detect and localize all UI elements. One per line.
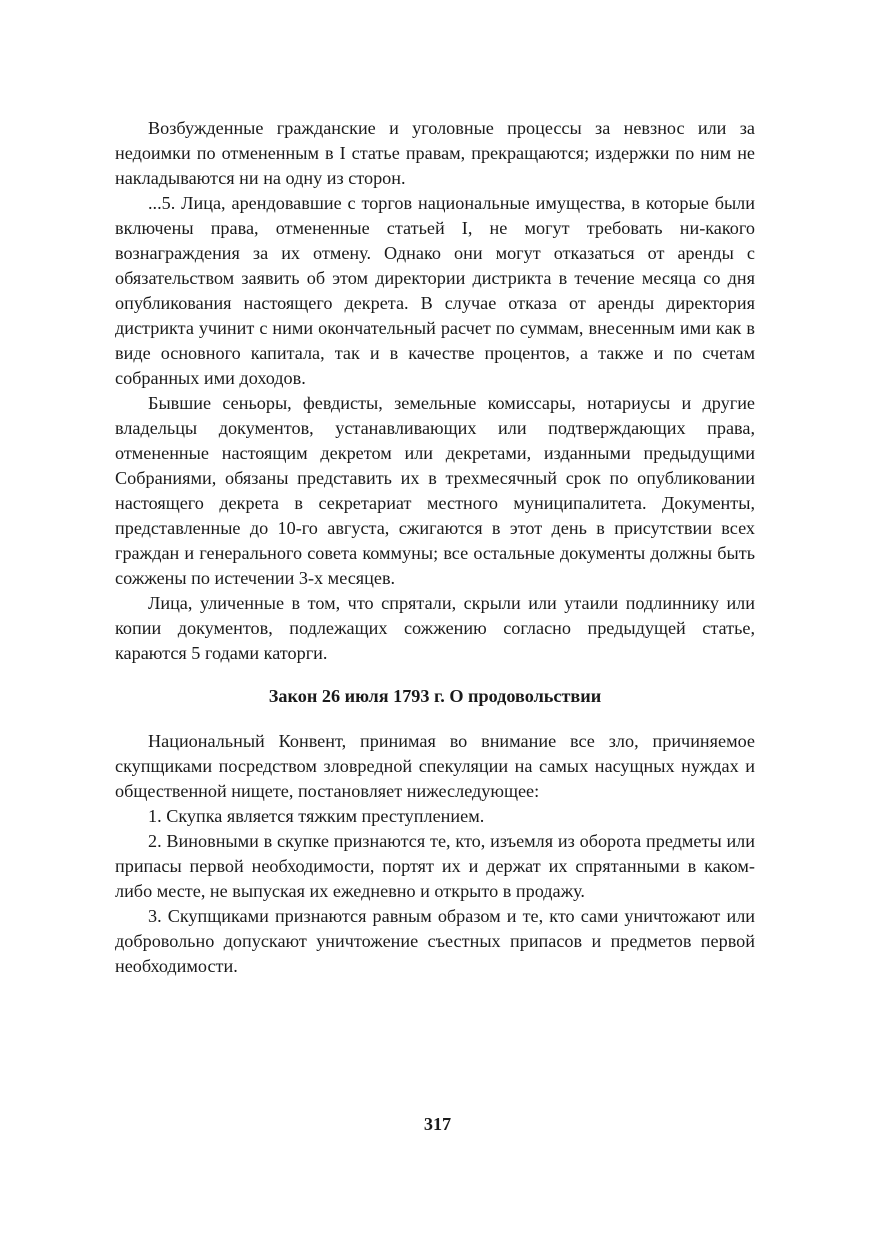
paragraph-article-3: 3. Скупщиками признаются равным образом и те, кто сами уничтожают или добровольно допускают уничтожение съестных припасов и предметов первой необходимости.	[115, 906, 755, 976]
paragraph-penalty: Лица, уличенные в том, что спрятали, скрыли или утаили подлиннику или копии документов, подлежащих сожжению согласно предыдущей статье, караются 5 годами каторги.	[115, 593, 755, 663]
section-title: Закон 26 июля 1793 г. О продовольствии	[268, 686, 602, 706]
paragraph-convention-preamble: Национальный Конвент, принимая во внимание все зло, причиняемое скупщиками посредством зловредной спекуляции на самых насущных нуждах и общественной нищете, постановляет нижеследующее:	[115, 731, 755, 801]
page-number: 317	[423, 1114, 452, 1134]
paragraph-processes: Возбужденные гражданские и уголовные процессы за невзнос или за недоимки по отмененным в I статье правам, прекращаются; издержки по ним не накладываются ни на одну из сторон.	[115, 118, 755, 188]
paragraph-article-2: 2. Виновными в скупке признаются те, кто, изъемля из оборота предметы или припасы первой необходимости, портят их и держат их спрятанными в каком-либо месте, не выпуская их ежедневно и открыто в продажу.	[115, 831, 755, 901]
paragraph-article-5: ...5. Лица, арендовавшие с торгов национальные имущества, в которые были включены права, отмененные статьей I, не могут требовать ни-какого вознаграждения за их отмену. Однако они могут отказаться от аренды с обязательством заявить об этом директории дистрикта в течение месяца со дня опубликования настоящего декрета. В случае отказа от аренды директория дистрикта учинит с ними окончательный расчет по суммам, внесенным ими как в виде основного капитала, так и в качестве процентов, а также и по счетам собранных ими доходов.	[115, 193, 755, 388]
paragraph-former-seigneurs: Бывшие сеньоры, февдисты, земельные комиссары, нотариусы и другие владельцы документов, устанавливающих или подтверждающих права, отмененные настоящим декретом или декретами, изданными предыдущими Собраниями, обязаны представить их в трехмесячный срок по опубликовании настоящего декрета в секретариат местного муниципалитета. Документы, представленные до 10-го августа, сжигаются в этот день в присутствии всех граждан и генерального совета коммуны; все остальные документы должны быть сожжены по истечении 3-х месяцев.	[115, 393, 755, 588]
document-page	[115, 116, 755, 979]
paragraph-article-1: 1. Скупка является тяжким преступлением.	[148, 806, 485, 826]
